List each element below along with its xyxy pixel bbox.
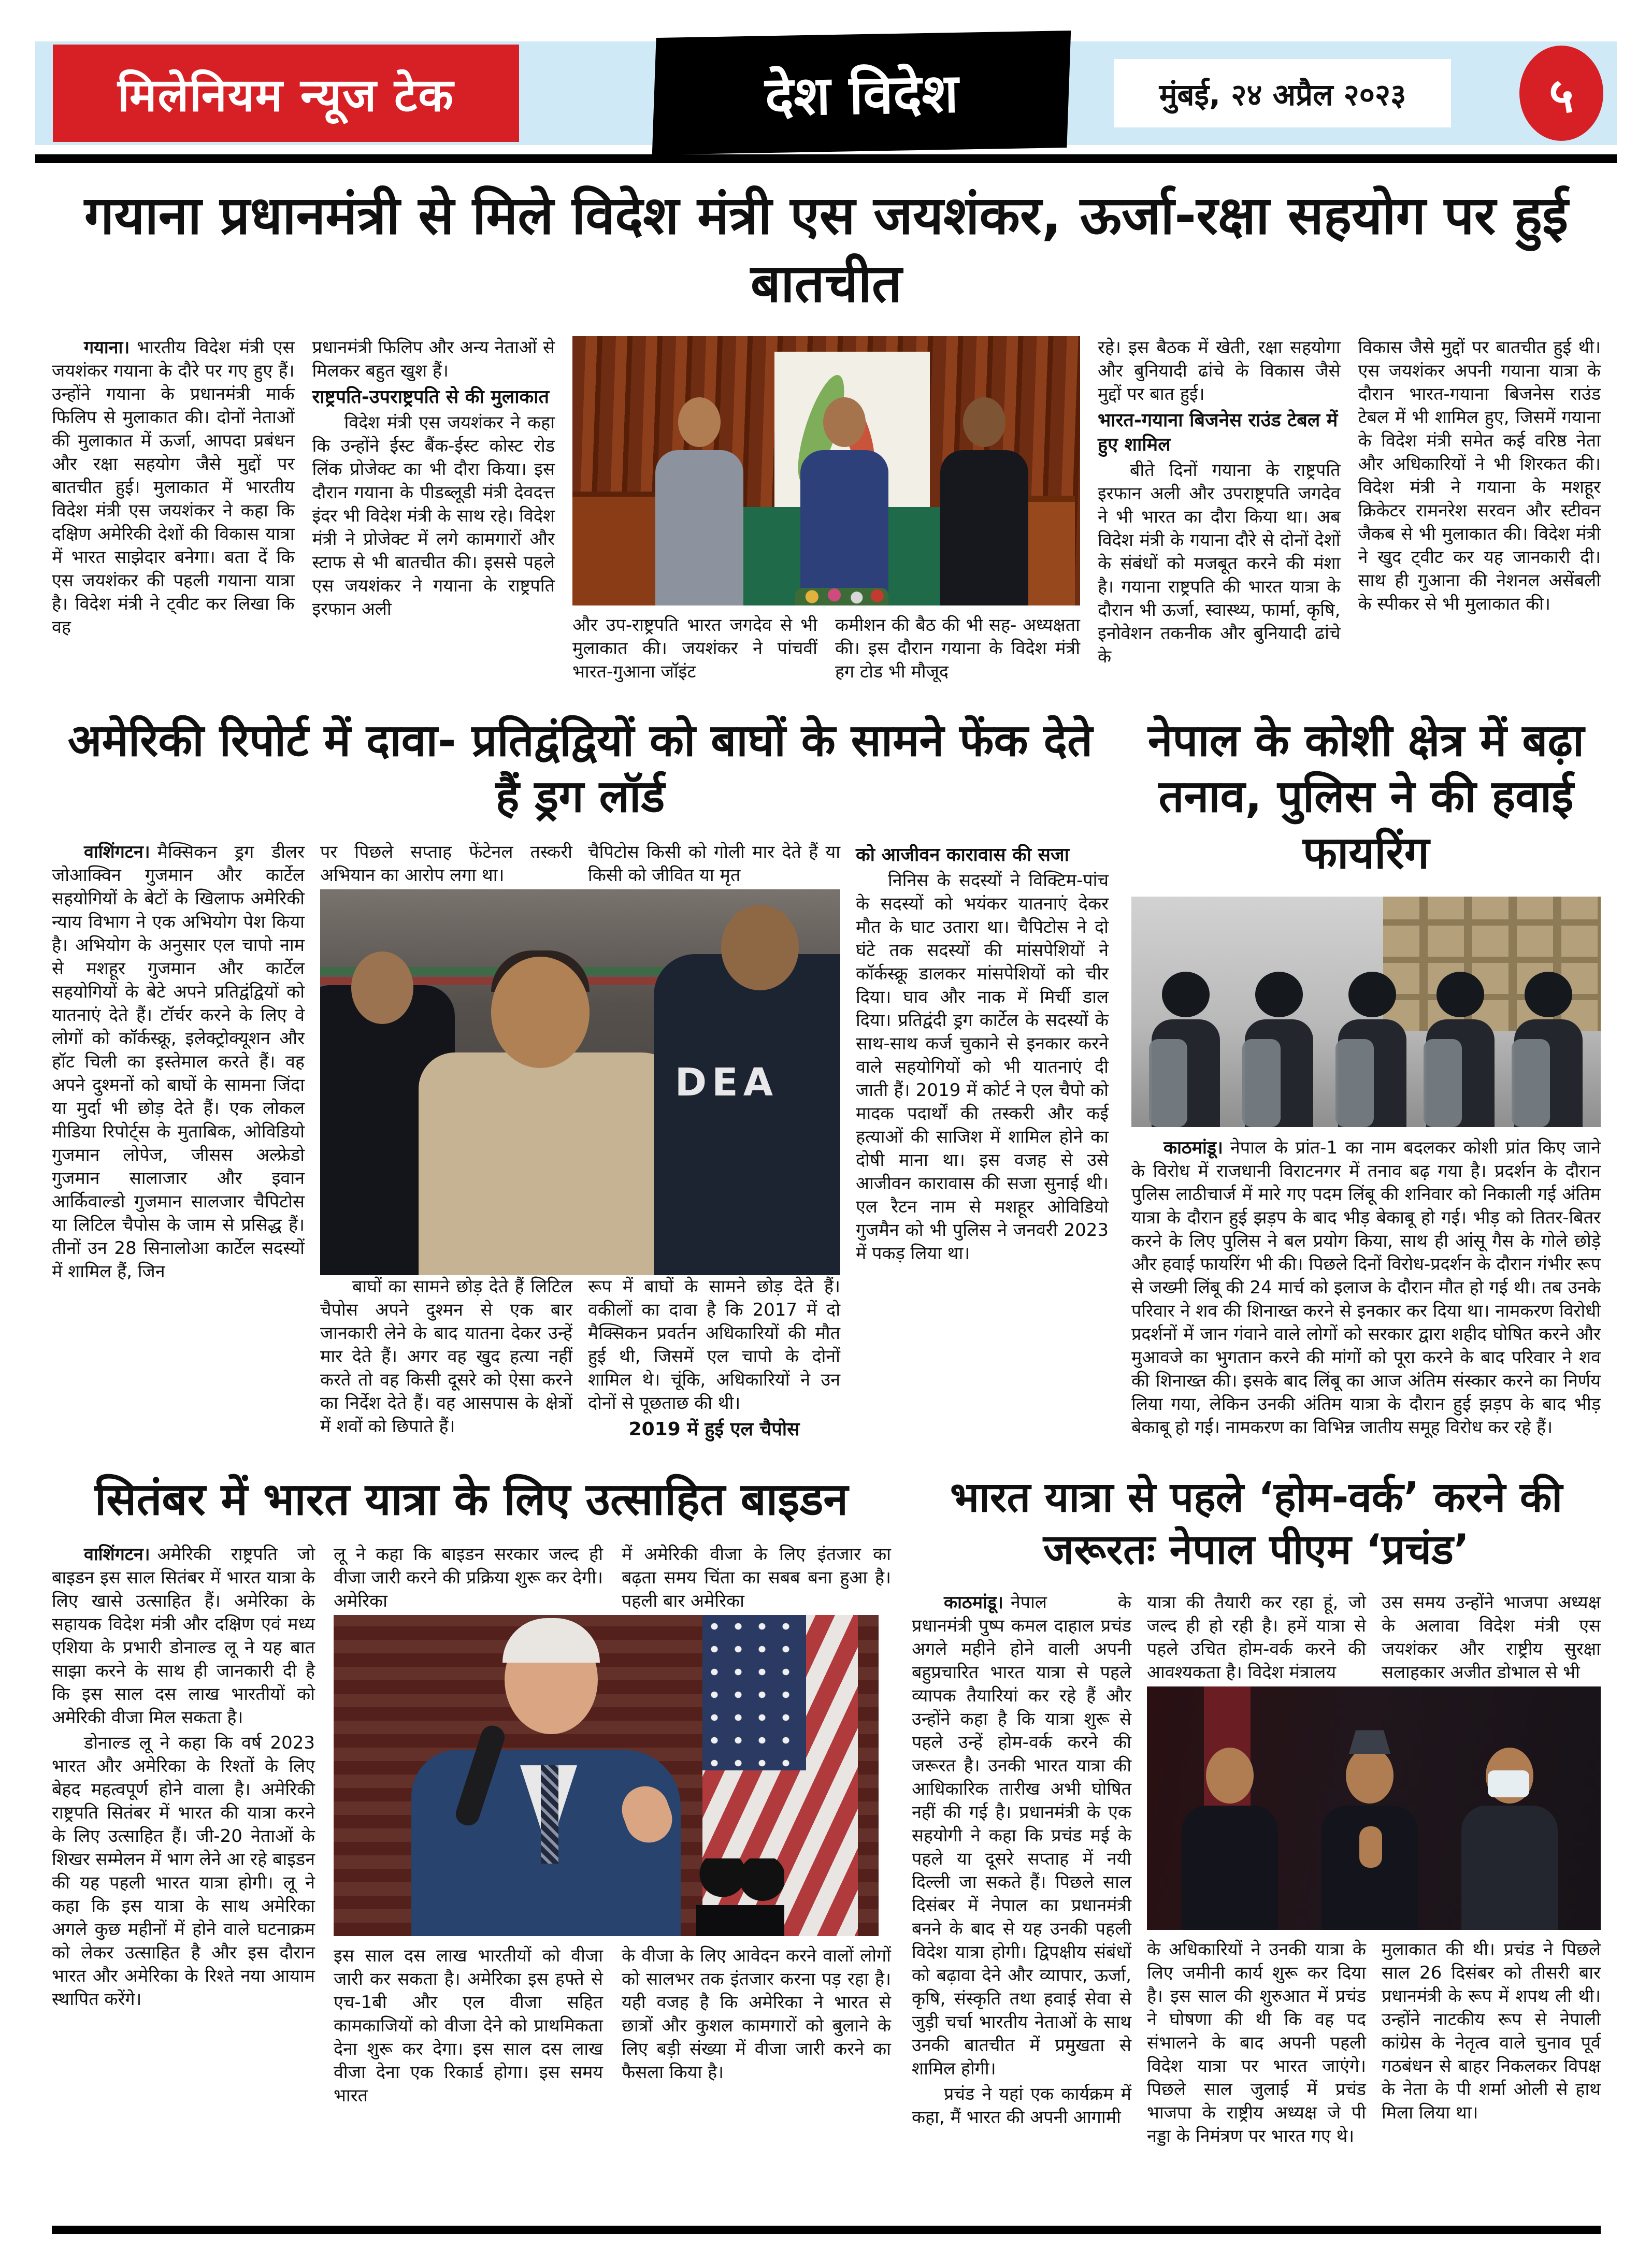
prachand-col3-bottom: मुलाकात की थी। प्रचंड ने पिछले साल 26 दिसंबर को तीसरी बार प्रधानमंत्री के रूप में शपथ ली थी। उन्होंने नाटकीय रूप से नेपाली कांग्रेस के नेतृत्व वाले चुनाव पूर्व गठबंधन से बाहर निकलकर विपक्ष के नेता के पी शर्मा ओली से हाथ मिला लिया था।	[1382, 1939, 1601, 2124]
riot-police-figure	[1421, 972, 1499, 1127]
riot-police-figure	[1510, 972, 1587, 1127]
president-figure	[935, 397, 1033, 605]
bottom-band	[52, 1472, 1601, 2151]
masthead	[35, 41, 1617, 145]
namaste-hands	[1359, 1826, 1382, 1868]
biden-col1-para2: डोनाल्ड लू ने कहा कि वर्ष 2023 भारत और अमेरिका के रिश्तों के लिए बेहद महत्वपूर्ण होने वाला है। अमेरिकी राष्ट्रपति सितंबर में भारत की यात्रा करने के लिए उत्साहित हैं। जी-20 नेताओं के शिखर सम्मेलन में भाग लेने आ रहे बाइडन की यह पहली भारत यात्रा होगी। लू ने कहा कि इस यात्रा के साथ अमेरिका अगले कुछ महीनों में होने वाले घटनाक्रम को लेकर उत्साहित है और इस दौरान भारत और अमेरिका के रिश्ते नया आयाम स्थापित करेंगे।	[52, 1733, 315, 2010]
biden-top-columns	[334, 1543, 891, 1615]
elchapo-col3-bottom-wrap	[588, 1275, 840, 1444]
figure-head	[678, 397, 721, 447]
figure-suit	[1461, 1806, 1558, 1930]
nepal-body-para	[1131, 1136, 1601, 1439]
guyana-col-6	[1358, 336, 1601, 686]
brand-logo	[53, 45, 519, 142]
elchapo-col3-bottom: रूप में बाघों के सामने छोड़ देते हैं। वकीलों का दावा है कि 2017 में दो मैक्सिकन प्रवर्तन अधिकारियों की मौत हुई थी, जिसमें एल चापो के दोनों शामिल थे। चूंकि, अधिकारियों ने उन दोनों से पूछताछ की थी।	[588, 1276, 840, 1414]
prachand-col1-text: नेपाल के प्रधानमंत्री पुष्प कमल दाहाल प्रचंड अगले महीने होने वाली अपनी बहुप्रचारित भारत यात्रा से पहले व्यापक तैयारियां कर रहे हैं और उन्होंने कहा है कि यात्रा शुरू से पहले उन्हें होम-वर्क करने की जरूरत है। उनकी भारत यात्रा की आधिकारिक तारीख अभी घोषित नहीं की गई है। प्रधानमंत्री के एक सहयोगी ने कहा कि प्रचंड मई के पहले या दूसरे सप्ताह में नयी दिल्ली जा सकते हैं। पिछले साल दिसंबर में नेपाल का प्रधानमंत्री बनने के बाद से यह उनकी पहली विदेश यात्रा होगी। द्विपक्षीय संबंधों को बढ़ावा देने और व्यापार, ऊर्जा, कृषि, संस्कृति तथा हवाई सेवा से जुड़ी चर्चा भारतीय नेताओं के साथ उनकी बातचीत में प्रमुखता से शामिल होगी।	[912, 1592, 1131, 2080]
el-chapo-arrest-photo	[320, 889, 840, 1275]
guyana-columns	[52, 336, 1601, 686]
figure-head	[963, 397, 1005, 447]
police-helmet	[1348, 972, 1396, 1017]
biden-dateline: वाशिंगटन।	[84, 1544, 150, 1565]
official-figure	[1178, 1748, 1282, 1930]
nepal-police-photo	[1131, 897, 1601, 1127]
guyana-col-1	[52, 336, 295, 686]
biden-speech-photo	[334, 1615, 879, 1936]
guyana-col2-para2: विदेश मंत्री एस जयशंकर ने कहा कि उन्होंने ईस्ट बैंक-ईस्ट कोस्ट रोड लिंक प्रोजेक्ट का भी दौरा किया। इस दौरान गयाना के पीडब्लूडी मंत्री देवदत्त इंदर भी विदेश मंत्री के साथ रहे। विदेश मंत्री ने प्रोजेक्ट में लगे कामगारों और स्टाफ से भी बातचीत की। इससे पहले एस जयशंकर ने गयाना के राष्ट्रपति इरफान अली	[312, 412, 555, 620]
nepal-headline: नेपाल के कोशी क्षेत्र में बढ़ा तनाव, पुलिस ने की हवाई फायरिंग	[1147, 715, 1585, 879]
elchapo-dateline: वाशिंगटन।	[84, 841, 150, 862]
guyana-col-2	[312, 336, 555, 686]
elchapo-col-4	[856, 841, 1109, 1444]
el-chapo-khaki-jacket	[419, 1052, 688, 1275]
biden-bottom-columns	[334, 1944, 891, 2110]
prachand-col1-para2: प्रचंड ने यहां एक कार्यक्रम में कहा, मैं भारत की अपनी आगामी	[912, 2084, 1131, 2128]
figure-blue-suit	[800, 450, 888, 605]
escort-head	[351, 951, 413, 1024]
prachand-top-columns	[1147, 1591, 1601, 1686]
dea-agent-figure	[654, 954, 840, 1275]
figure-suit	[1182, 1806, 1278, 1930]
edition-date: मुंबई, २४ अप्रैल २०२३	[1159, 77, 1406, 112]
prachand-col3-top: उस समय उन्होंने भाजपा अध्यक्ष के अलावा विदेश मंत्री एस जयशंकर और राष्ट्रीय सुरक्षा सलाहकार अजीत डोभाल से भी	[1382, 1592, 1601, 1683]
prachand-col2-top: यात्रा की तैयारी कर रहा हूं, जो जल्द ही हो रही है। हमें यात्रा से पहले उचित होम-वर्क करने की आवश्यकता है। विदेश मंत्रालय	[1147, 1592, 1366, 1683]
flag-canton-stars	[702, 1615, 806, 1770]
figure-black-suit	[940, 450, 1028, 605]
nepal-dateline: काठमांडू।	[1163, 1137, 1223, 1159]
jaishankar-figure	[795, 397, 894, 605]
page-number: ५	[1549, 67, 1574, 123]
guyana-under-right: कमीशन की बैठ की भी सह- अध्यक्षता की। इस दौरान गयाना के विदेश मंत्री हग टोड भी मौजूद	[835, 615, 1080, 683]
guyana-under-photo-columns	[572, 614, 1080, 686]
dea-jacket-label: DEA	[674, 1060, 778, 1105]
prachand-photo	[1147, 1686, 1601, 1930]
prachand-headline: भारत यात्रा से पहले ‘होम-वर्क’ करने की जरूरतः नेपाल पीएम ‘प्रचंड’	[950, 1473, 1563, 1574]
page-content	[52, 179, 1601, 2150]
article-guyana	[52, 182, 1601, 686]
elchapo-center-block	[320, 841, 840, 1444]
biden-col-1	[52, 1543, 315, 2110]
flower-bouquet-shape	[795, 588, 888, 605]
article-biden	[52, 1472, 891, 2151]
biden-center-block	[334, 1543, 891, 2110]
riot-police-figure	[1333, 972, 1411, 1127]
elchapo-top-columns	[320, 841, 840, 889]
section-name: देश विदेश	[764, 61, 959, 128]
masked-figure	[1458, 1748, 1561, 1930]
guyana-center-block	[572, 336, 1080, 686]
figure-grey-suit	[655, 450, 743, 605]
elchapo-col2-bottom: बाघों का सामने छोड़ देते हैं लिटिल चैपोस अपने दुश्मन से एक बार जानकारी लेने के बाद यातना देकर उन्हें मार देते हैं। अगर वह खुद हत्या नहीं करते तो वह किसी दूसरे को ऐसा करने का निर्देश देते हैं। वह आसपास के क्षेत्रों में शवों को छिपाते हैं।	[320, 1276, 572, 1437]
guyana-headline: गयाना प्रधानमंत्री से मिले विदेश मंत्री एस जयशंकर, ऊर्जा-रक्षा सहयोग पर हुई बातचीत	[84, 185, 1569, 314]
elchapo-headline: अमेरिकी रिपोर्ट में दावा- प्रतिद्वंद्वियों को बाघों के सामने फेंक देते हैं ड्रग लॉर्ड	[67, 715, 1093, 823]
dea-agent-head	[721, 905, 799, 990]
elchapo-col2-bottom-wrap	[320, 1275, 572, 1444]
police-shield	[1242, 1039, 1281, 1127]
vice-president-figure	[650, 397, 749, 605]
biden-col3-top: में अमेरिकी वीजा के लिए इंतजार का बढ़ता समय चिंता का सबब बना हुआ है। पहली बार अमेरिका	[622, 1544, 891, 1612]
elchapo-subhead-part1: 2019 में हुई एल चैपोस	[628, 1418, 800, 1440]
article-elchapo	[52, 713, 1109, 1444]
prachand-figure	[1318, 1748, 1421, 1930]
biden-col1-para1	[52, 1543, 315, 1729]
elchapo-bottom-columns	[320, 1275, 840, 1444]
police-helmet	[1525, 972, 1572, 1017]
guyana-dateline: गयाना।	[84, 337, 130, 358]
prachand-dateline: काठमांडू।	[944, 1592, 1003, 1613]
brand-name: मिलेनियम न्यूज टेक	[118, 68, 454, 122]
figure-suit	[1321, 1806, 1418, 1930]
guyana-under-left: और उप-राष्ट्रपति भारत जगदेव से भी मुलाकात की। जयशंकर ने पांचवीं भारत-गुआना जॉइंट	[572, 615, 817, 683]
elchapo-col4-para: निनिस के सदस्यों ने विक्टिम-पांच के सदस्यों को भयंकर यातनाएं देकर मौत के घाट उतारा था। चैपिटोस ने दो घंटे तक सदस्यों की मांसपेशियों ने कॉर्कस्क्रू डालकर मांसपेशियों को चीर दिया। घाव और नाक में मिर्ची डाल दिया। प्रतिद्वंदी ड्रग कार्टेल के सदस्यों के साथ-साथ कर्ज चुकाने से इनकार करने वाले सहयोगियों को भी यातनाएं दी जाती हैं। 2019 में कोर्ट ने एल चैपो को मादक पदार्थों की तस्करी और कई हत्याओं की साजिश में शामिल होने का दोषी माना था। इस वजह से उसे आजीवन कारावास की सजा सुनाई थी। एल रैटन नाम से मशहूर ओविडियो गुजमैन को भी पुलिस ने जनवरी 2023 में पकड़ लिया था।	[856, 870, 1109, 1264]
police-shield	[1335, 1039, 1374, 1127]
section-banner	[652, 31, 1071, 155]
guyana-col5-para2: बीते दिनों गयाना के राष्ट्रपति इरफान अली और उपराष्ट्रपति जगदेव ने भी भारत का दौरा किया था। अब विदेश मंत्री के गयाना दौरे से दोनों देशों के संबंधों को मजबूत करने की मंशा है। गयाना राष्ट्रपति की भारत यात्रा के दौरान भी ऊर्जा, स्वास्थ्य, फार्मा, कृषि, इनोवेशन तकनीक और बुनियादी ढांचे के	[1098, 460, 1341, 668]
figure-head	[1346, 1748, 1394, 1804]
riot-police-figure	[1147, 972, 1225, 1127]
prachand-bottom-columns	[1147, 1938, 1601, 2150]
article-nepal	[1131, 713, 1601, 1444]
prachand-col-1	[912, 1591, 1131, 2150]
police-shield	[1512, 1039, 1550, 1127]
page-number-badge	[1519, 46, 1603, 141]
guyana-meeting-photo	[572, 336, 1080, 605]
date-box	[1114, 59, 1451, 127]
police-helmet	[1162, 972, 1210, 1017]
police-helmet	[1436, 972, 1484, 1017]
prachand-col1-para1	[912, 1591, 1131, 2081]
elchapo-col1-para	[52, 841, 305, 1284]
biden-col1-text: अमेरिकी राष्ट्रपति जो बाइडन इस साल सितंबर में भारत यात्रा के लिए खासे उत्साहित हैं। अमेरिका के सहायक विदेश मंत्री और दक्षिण एवं मध्य एशिया के प्रभारी डोनाल्ड लू ने यह बात साझा करने के साथ ही जानकारी दी है कि इस साल दस लाख भारतीयों को अमेरिकी वीजा मिल सकता है।	[52, 1544, 315, 1728]
masthead-divider	[35, 154, 1617, 163]
biden-tie-shape	[541, 1765, 558, 1864]
elchapo-col2-top: पर पिछले सप्ताह फेंटेनल तस्करी अभियान का आरोप लगा था।	[320, 841, 572, 886]
biden-col2-top: लू ने कहा कि बाइडन सरकार जल्द ही वीजा जारी करने की प्रक्रिया शुरू कर देगी। अमेरिका	[334, 1544, 603, 1612]
elchapo-col3-top: चैपिटोस किसी को गोली मार देते हैं या किसी को जीवित या मृत	[588, 841, 840, 886]
guyana-col6-para: विकास जैसे मुद्दों पर बातचीत हुई थी। एस जयशंकर अपनी गयाना यात्रा के दौरान भारत-गयाना बिजनेस राउंड टेबल में भी शामिल हुए, जिसमें गयाना के विदेश मंत्री समेत कई वरिष्ठ नेता और अधिकारियों ने भी शिरकत की। विदेश मंत्री ने गयाना के मशहूर क्रिकेटर रामनरेश सरवन और स्टीवन जैकब से भी मुलाकात की। विदेश मंत्री ने खुद ट्वीट कर यह जानकारी दी। साथ ही गुआना की नेशनल असेंबली के स्पीकर से भी मुलाकात की।	[1358, 337, 1601, 615]
guyana-col2-para1: प्रधानमंत्री फिलिप और अन्य नेताओं से मिलकर बहुत खुश हैं।	[312, 337, 555, 382]
guyana-col-5	[1098, 336, 1341, 686]
police-helmet	[1255, 972, 1303, 1017]
biden-col2-bottom: इस साल दस लाख भारतीयों को वीजा जारी कर सकता है। अमेरिका इस हफ्ते से एच-1बी और एल वीजा सहित कामकाजियों को वीजा देने को प्राथमिकता देना शुरू कर देगा। इस साल दस लाख वीजा देना एक रिकार्ड होगा। इस समय भारत	[334, 1945, 603, 2107]
face-mask	[1488, 1770, 1529, 1797]
figure-head	[1206, 1748, 1254, 1804]
el-chapo-head	[491, 957, 590, 1068]
nepal-body-text: नेपाल के प्रांत-1 का नाम बदलकर कोशी प्रांत किए जाने के विरोध में राजधानी विराटनगर में तनाव बढ़ गया है। प्रदर्शन के दौरान पुलिस लाठीचार्ज में मारे गए पदम लिंबू की शनिवार को निकाली गई अंतिम यात्रा के दौरान हुई झड़प के बाद भीड़ बेकाबू हो गई। भीड़ को तितर-बितर करने के लिए पुलिस ने बल प्रयोग किया, साथ ही आंसू गैस के गोले छोड़े और हवाई फायरिंग भी की। पिछले दिनों विरोध-प्रदर्शन के दौरान गंभीर रूप से जख्मी लिंबू की 24 मार्च को इलाज के दौरान मौत हो गई थी। तब उनके परिवार ने शव की शिनाख्त करने से इनकार कर दिया था। नामकरण विरोधी प्रदर्शनों में जान गंवाने वाले लोगों को सरकार द्वारा शहीद घोषित करने और मुआवजे का भुगतान करने की मांगों को पूरा करने के बाद परिवार ने शव की शिनाख्त की। इसके बाद लिंबू का आज अंतिम संस्कार करने का निर्णय लिया गया, लेकिन उनकी अंतिम यात्रा के दौरान हुई झड़प के बाद भीड़ बेकाबू हो गई। नामकरण का विभिन्न जातीय समूह विरोध कर रहे हैं।	[1131, 1137, 1601, 1438]
police-shield	[1424, 1039, 1462, 1127]
guyana-subhead-1: राष्ट्रपति-उपराष्ट्रपति से की मुलाकात	[312, 386, 550, 408]
figure-head	[1486, 1748, 1533, 1804]
elchapo-columns	[52, 841, 1109, 1444]
biden-headline: सितंबर में भारत यात्रा के लिए उत्साहित बाइडन	[94, 1473, 849, 1525]
page-bottom-rule	[52, 2226, 1601, 2234]
podium-mics-shape	[696, 1858, 784, 1936]
middle-band	[52, 713, 1601, 1444]
guyana-subhead-2: भारत-गयाना बिजनेस राउंड टेबल में हुए शामिल	[1098, 410, 1338, 456]
biden-col3-bottom: के वीजा के लिए आवेदन करने वालों लोगों को सालभर तक इंतजार करना पड़ रहा है। यही वजह है कि अमेरिका ने भारत से छात्रों और कुशल कामगारों को बुलाने के लिए बड़ी संख्या में वीजा जारी करने का फैसला किया है।	[622, 1945, 891, 2083]
riot-police-figure	[1240, 972, 1318, 1127]
figure-head	[823, 397, 866, 447]
prachand-col2-bottom: के अधिकारियों ने उनकी यात्रा के लिए जमीनी कार्य शुरू कर दिया है। इस साल की शुरुआत में प्रचंड ने घोषणा की थी कि वह पद संभालने के बाद अपनी पहली विदेश यात्रा पर भारत जाएंगे। पिछले साल जुलाई में प्रचंड भाजपा के राष्ट्रीय अध्यक्ष जे पी नड्डा के निमंत्रण पर भारत गए थे।	[1147, 1939, 1366, 2147]
biden-columns	[52, 1543, 891, 2110]
guyana-col5-para1: रहे। इस बैठक में खेती, रक्षा सहयोगा और बुनियादी ढांचे के विकास जैसे मुद्दों पर बात हुई।	[1098, 337, 1341, 405]
police-shield	[1149, 1039, 1187, 1127]
prachand-columns	[912, 1591, 1601, 2150]
guyana-col1-para	[52, 336, 295, 639]
article-prachand	[912, 1472, 1601, 2151]
guyana-col1-text: भारतीय विदेश मंत्री एस जयशंकर गयाना के दौरे पर गए हुए हैं। उन्होंने गयाना के प्रधानमंत्री मार्क फिलिप से मुलाकात की। दोनों नेताओं की मुलाकात में ऊर्जा, आपदा प्रबंधन और रक्षा सहयोग जैसे मुद्दों पर बातचीत हुई। मुलाकात में भारतीय विदेश मंत्री एस जयशंकर ने कहा कि दक्षिण अमेरिकी देशों की विकास यात्रा में भारत साझेदार बनेगा। बता दें कि एस जयशंकर की पहली गयाना यात्रा है। विदेश मंत्री ने ट्वीट कर लिखा कि वह	[52, 337, 295, 638]
elchapo-col-1	[52, 841, 305, 1444]
elchapo-subhead-part2: को आजीवन कारावास की सजा	[856, 844, 1069, 866]
prachand-center-block	[1147, 1591, 1601, 2150]
elchapo-col1-text: मैक्सिकन ड्रग डीलर जोआक्विन गुजमान और कार्टेल सहयोगियों के बेटों के खिलाफ अमेरिकी न्याय विभाग ने एक अभियोग पेश किया है। अभियोग के अनुसार एल चापो नाम से मशहूर गुजमान और कार्टेल सहयोगियों के बेटे अपने प्रतिद्वंद्वियों को यातनाएं देते हैं। टॉर्चर करने के लिए वे लोगों को कॉर्कस्क्रू, इलेक्ट्रोक्यूशन और हॉट चिली का इस्तेमाल करते हैं। वह अपने दुश्मनों को बाघों के सामना जिंदा या मुर्दा भी छोड़ देते हैं। एक लोकल मीडिया रिपोर्ट्स के मुताबिक, ओविडियो गुजमान लोपेज, जीसस अल्फ्रेडो गुजमान सालाजार और इवान आर्किवाल्डो गुजमान सालजार चैपिटोस या लिटिल चैपोस के जाम से प्रसिद्ध हैं। तीनों उन 28 सिनालोआ कार्टेल सदस्यों में शामिल हैं, जिन	[52, 841, 305, 1282]
